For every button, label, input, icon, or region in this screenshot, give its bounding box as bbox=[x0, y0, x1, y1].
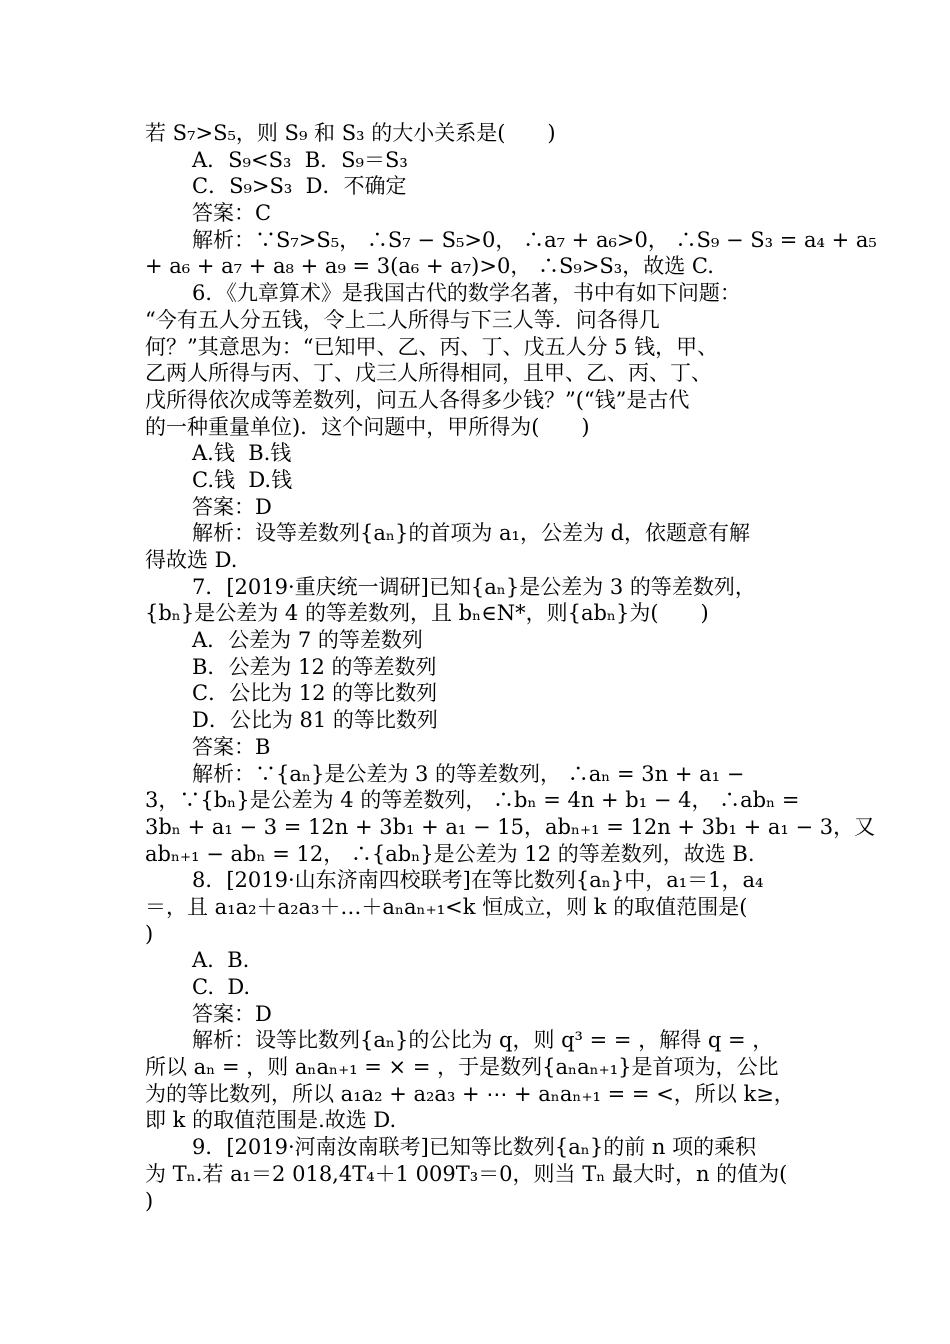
text-line: 何？”其意思为：“已知甲、乙、丙、丁、戊五人分 5 钱，甲、 bbox=[145, 334, 719, 359]
text-line: ) bbox=[145, 1188, 154, 1213]
option-line: A. B. bbox=[192, 948, 250, 973]
analysis-line: 解析：设等比数列{aₙ}的公比为 q，则 q³ = = ，解得 q = ， bbox=[192, 1028, 774, 1053]
option-line: B．公差为 12 的等差数列 bbox=[192, 654, 437, 679]
text-line: 3，∵{bₙ}是公差为 4 的等差数列， ∴bₙ = 4n + b₁ − 4， ∴abₙ = bbox=[145, 788, 800, 813]
question-line: 9．[2019·河南汝南联考]已知等比数列{aₙ}的前 n 项的乘积 bbox=[192, 1135, 757, 1160]
question-line: 6．《九章算术》是我国古代的数学名著，书中有如下问题： bbox=[192, 281, 741, 306]
answer-line: 答案：C bbox=[192, 201, 272, 226]
text-line: 得故选 D. bbox=[145, 548, 238, 572]
analysis-line: 解析：∵S₇>S₅， ∴S₇ − S₅>0， ∴a₇ + a₆>0， ∴S₉ − S₃ = a₄ + a₅ bbox=[192, 227, 877, 252]
answer-line: 答案：B bbox=[192, 734, 271, 759]
text-line: 戊所得依次成等差数列，问五人各得多少钱？”(“钱”是古代 bbox=[145, 387, 690, 412]
text-line: 所以 aₙ = ，则 aₙaₙ₊₁ = × = ，于是数列{aₙaₙ₊₁}是首项为，公比 bbox=[145, 1055, 779, 1080]
option-line: C.钱 D.钱 bbox=[192, 467, 293, 492]
text-line: {bₙ}是公差为 4 的等差数列，且 bₙ∈N*，则{abₙ}为( ) bbox=[145, 601, 709, 626]
option-line: C．S₉>S₃ D．不确定 bbox=[192, 174, 407, 199]
analysis-line: 解析：设等差数列{aₙ}的首项为 a₁，公差为 d，依题意有解 bbox=[192, 521, 751, 546]
option-line: A．公差为 7 的等差数列 bbox=[192, 628, 423, 653]
text-line: 的一种重量单位)．这个问题中，甲所得为( ) bbox=[145, 414, 590, 439]
option-line: C. D. bbox=[192, 975, 251, 999]
text-line: “今有五人分五钱，令上二人所得与下三人等．问各得几 bbox=[145, 307, 660, 332]
question-line: 8．[2019·山东济南四校联考]在等比数列{aₙ}中，a₁＝1，a₄ bbox=[192, 868, 764, 893]
answer-line: 答案：D bbox=[192, 494, 272, 519]
text-line: abₙ₊₁ − abₙ = 12， ∴{abₙ}是公差为 12 的等差数列，故选 B. bbox=[145, 841, 755, 866]
analysis-line: 解析：∵{aₙ}是公差为 3 的等差数列， ∴aₙ = 3n + a₁ − bbox=[192, 761, 745, 786]
option-line: C．公比为 12 的等比数列 bbox=[192, 681, 438, 706]
text-line: ) bbox=[145, 921, 154, 946]
answer-line: 答案：D bbox=[192, 1001, 272, 1026]
text-line: 乙两人所得与丙、丁、戊三人所得相同，且甲、乙、丙、丁、 bbox=[145, 361, 712, 386]
text-line: 为的等比数列，所以 a₁a₂ + a₂a₃ + ⋯ + aₙaₙ₊₁ = = <，所以 k≥， bbox=[145, 1081, 795, 1106]
text-line: 若 S₇>S₅，则 S₉ 和 S₃ 的大小关系是( ) bbox=[145, 121, 556, 145]
question-line: 7．[2019·重庆统一调研]已知{aₙ}是公差为 3 的等差数列， bbox=[192, 574, 756, 599]
option-line: D．公比为 81 的等比数列 bbox=[192, 708, 438, 733]
text-line: 为 Tₙ.若 a₁＝2 018,4T₄＋1 009T₃＝0，则当 Tₙ 最大时，n 的值为( bbox=[145, 1161, 788, 1186]
text-line: 即 k 的取值范围是.故选 D. bbox=[145, 1108, 397, 1133]
text-line: + a₆ + a₇ + a₈ + a₉ = 3(a₆ + a₇)>0， ∴S₉>S₃，故选 C. bbox=[145, 254, 714, 279]
option-line: A.钱 B.钱 bbox=[192, 441, 292, 466]
option-line: A．S₉<S₃ B．S₉＝S₃ bbox=[192, 147, 408, 172]
document-page bbox=[145, 120, 877, 1214]
text-line: 3bₙ + a₁ − 3 = 12n + 3b₁ + a₁ − 15，abₙ₊₁ = 12n + 3b₁ + a₁ − 3，又 bbox=[145, 814, 876, 839]
text-line: ＝，且 a₁a₂＋a₂a₃＋…＋aₙaₙ₊₁<k 恒成立，则 k 的取值范围是( bbox=[145, 894, 748, 919]
